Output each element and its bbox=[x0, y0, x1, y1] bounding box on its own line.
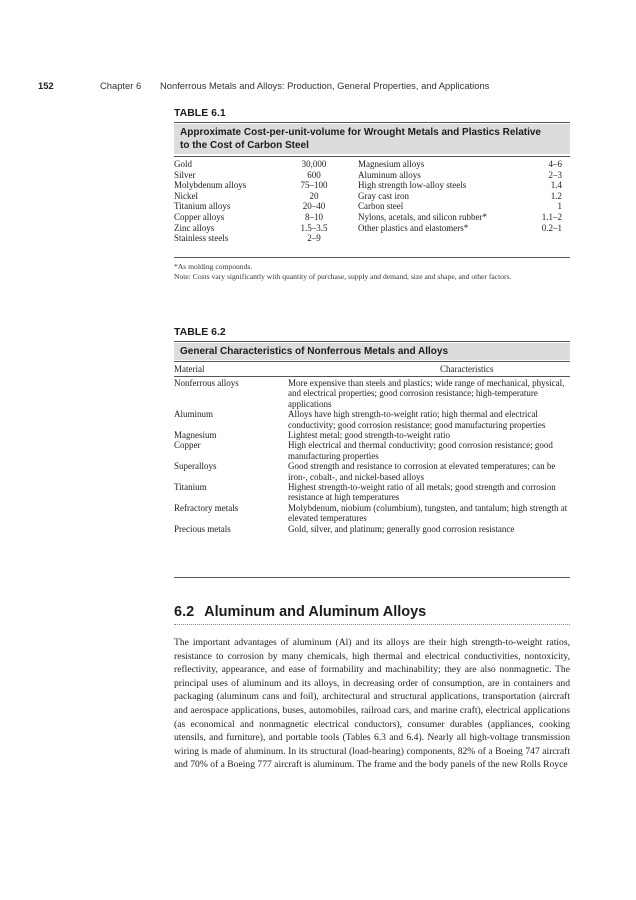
section-heading bbox=[174, 604, 426, 620]
table1-value-a: 1.5–3.5 bbox=[300, 222, 328, 233]
table1-material-b: Gray cast iron bbox=[358, 190, 409, 201]
table2-header-top-rule bbox=[174, 361, 570, 362]
table2-bottom-rule bbox=[174, 577, 570, 578]
table1-row bbox=[174, 191, 570, 202]
table2-material: Copper bbox=[174, 440, 201, 451]
table1-material-a: Zinc alloys bbox=[174, 222, 215, 233]
table1-row bbox=[174, 170, 570, 181]
table1-value-a: 75–100 bbox=[300, 180, 328, 191]
chapter-title: Nonferrous Metals and Alloys: Production, General Properties, and Applications bbox=[160, 80, 490, 91]
table1-material-a: Stainless steels bbox=[174, 233, 229, 244]
table2-label: TABLE 6.2 bbox=[174, 326, 226, 338]
table2-row bbox=[174, 378, 570, 409]
table1-note: Note: Costs vary significantly with quantity of purchase, supply and demand, size and shape, and other factors. bbox=[174, 272, 512, 281]
table1-value-a: 600 bbox=[307, 169, 321, 180]
table1-value-b: 1 bbox=[557, 201, 562, 212]
running-header bbox=[38, 80, 606, 94]
table2-header bbox=[174, 364, 570, 375]
table2-row bbox=[174, 461, 570, 482]
table1-material-b: Carbon steel bbox=[358, 201, 404, 212]
section-number: 6.2 bbox=[174, 604, 195, 620]
table1-material-b: Nylons, acetals, and silicon rubber* bbox=[358, 211, 487, 222]
table1-material-a: Nickel bbox=[174, 190, 198, 201]
table1-material-a: Titanium alloys bbox=[174, 201, 231, 212]
table2-row bbox=[174, 440, 570, 461]
table1-footnote: *As molding compounds. bbox=[174, 262, 253, 271]
table1-material-a: Molybdenum alloys bbox=[174, 180, 247, 191]
table2-row bbox=[174, 482, 570, 503]
table1-body bbox=[174, 159, 570, 244]
table1-value-b: 1.2 bbox=[550, 190, 562, 201]
table1-value-a: 8–10 bbox=[305, 211, 323, 222]
section-rule bbox=[174, 624, 570, 625]
table2-body bbox=[174, 378, 570, 534]
table1-notes bbox=[174, 262, 570, 282]
table2-row bbox=[174, 503, 570, 524]
table1-value-b: 4–6 bbox=[548, 159, 562, 169]
table1-material-a: Gold bbox=[174, 159, 192, 169]
table1-header-rule bbox=[174, 156, 570, 157]
table2-material: Aluminum bbox=[174, 409, 214, 420]
table2-material: Precious metals bbox=[174, 523, 231, 534]
table1-label: TABLE 6.1 bbox=[174, 107, 226, 119]
table2-row bbox=[174, 524, 570, 534]
table2-characteristics: Alloys have high strength-to-weight ratio; high thermal and electrical conductivity; good corrosion resistance; good manufacturing properties bbox=[288, 409, 546, 430]
table1-value-a: 20 bbox=[309, 190, 319, 201]
table2-col-material: Material bbox=[174, 364, 205, 374]
table1-value-a: 30,000 bbox=[301, 159, 327, 169]
table2-characteristics: Lightest metal; good strength-to-weight ratio bbox=[288, 430, 450, 441]
table2-material: Titanium bbox=[174, 482, 207, 493]
table1-row bbox=[174, 201, 570, 212]
table1-material-b: High strength low-alloy steels bbox=[358, 180, 467, 191]
table1-value-b: 1.1–2 bbox=[541, 211, 562, 222]
table2-top-rule bbox=[174, 341, 570, 342]
table2-material: Refractory metals bbox=[174, 502, 239, 513]
table2-characteristics: Gold, silver, and platinum; generally good corrosion resistance bbox=[288, 523, 515, 534]
table1-row bbox=[174, 180, 570, 191]
table1-value-a: 20–40 bbox=[302, 201, 326, 212]
table1-material-b: Other plastics and elastomers* bbox=[358, 222, 469, 233]
table1-value-b: 2–3 bbox=[548, 169, 562, 180]
table1-material-a: Copper alloys bbox=[174, 211, 225, 222]
table1-row bbox=[174, 159, 570, 170]
table2-material: Nonferrous alloys bbox=[174, 378, 239, 388]
table1-material-a: Silver bbox=[174, 169, 196, 180]
table2-characteristics: Molybdenum, niobium (columbium), tungsten, and tantalum; high strength at elevated temperatures bbox=[288, 502, 568, 524]
section-title: Aluminum and Aluminum Alloys bbox=[204, 604, 427, 620]
table1-row bbox=[174, 223, 570, 234]
table2-material: Magnesium bbox=[174, 430, 217, 441]
table1-bottom-rule bbox=[174, 257, 570, 258]
table1-value-b: 0.2–1 bbox=[541, 222, 562, 233]
table2-characteristics: Good strength and resistance to corrosion at elevated temperatures; can be iron-, cobalt-, and nickel-based alloys bbox=[288, 461, 556, 482]
table1-title-line2: to the Cost of Carbon Steel bbox=[180, 140, 309, 151]
table2-title: General Characteristics of Nonferrous Metals and Alloys bbox=[174, 343, 570, 360]
table1-row bbox=[174, 233, 570, 244]
table2-characteristics: High electrical and thermal conductivity; good corrosion resistance; good manufacturing properties bbox=[288, 440, 553, 461]
table1-title-line1: Approximate Cost-per-unit-volume for Wrought Metals and Plastics Relative bbox=[180, 127, 541, 138]
section-paragraph: The important advantages of aluminum (Al) and its alloys are their high strength-to-weight ratios, resistance to corrosion by many chemicals, high thermal and electrical conductivities, nontoxicity, reflectivity, appearance, and ease of formability and machinability; they are also nonmagnetic. The principal uses of aluminum and its alloys, in decreasing order of consumption, are in containers and packaging (aluminum cans and foil), architectural and structural applications, transportation (aircraft and aerospace applications, buses, automobiles, railroad cars, and marine craft), electrical applications (as economical and nonmagnetic electrical conductors), consumer durables (appliances, cooking utensils, and furniture), and portable tools (Tables 6.3 and 6.4). Nearly all high-voltage transmission wiring is made of aluminum. In its structural (load-bearing) components, 82% of a Boeing 747 aircraft and 70% of a Boeing 777 aircraft is aluminum. The frame and the body panels of the new Rolls Royce bbox=[174, 637, 570, 771]
table2-characteristics: More expensive than steels and plastics; wide range of mechanical, physical, and electrical properties; good corrosion resistance; high-temperature applications bbox=[288, 378, 565, 409]
page-number: 152 bbox=[38, 80, 54, 91]
table1-title bbox=[174, 124, 570, 154]
table1-material-b: Aluminum alloys bbox=[358, 169, 421, 180]
table2-characteristics: Highest strength-to-weight ratio of all metals; good strength and corrosion resistance at high temperatures bbox=[288, 482, 556, 503]
table2-row bbox=[174, 409, 570, 430]
table2-col-characteristics: Characteristics bbox=[440, 364, 494, 374]
table1-row bbox=[174, 212, 570, 223]
table1-top-rule bbox=[174, 122, 570, 123]
chapter-label: Chapter 6 bbox=[100, 80, 142, 91]
table1-value-a: 2–9 bbox=[307, 233, 321, 244]
table1-material-b: Magnesium alloys bbox=[358, 159, 425, 169]
table2-header-bottom-rule bbox=[174, 376, 570, 377]
table2-material: Superalloys bbox=[174, 461, 217, 472]
table2-row bbox=[174, 430, 570, 440]
table1-value-b: 1.4 bbox=[550, 180, 562, 191]
